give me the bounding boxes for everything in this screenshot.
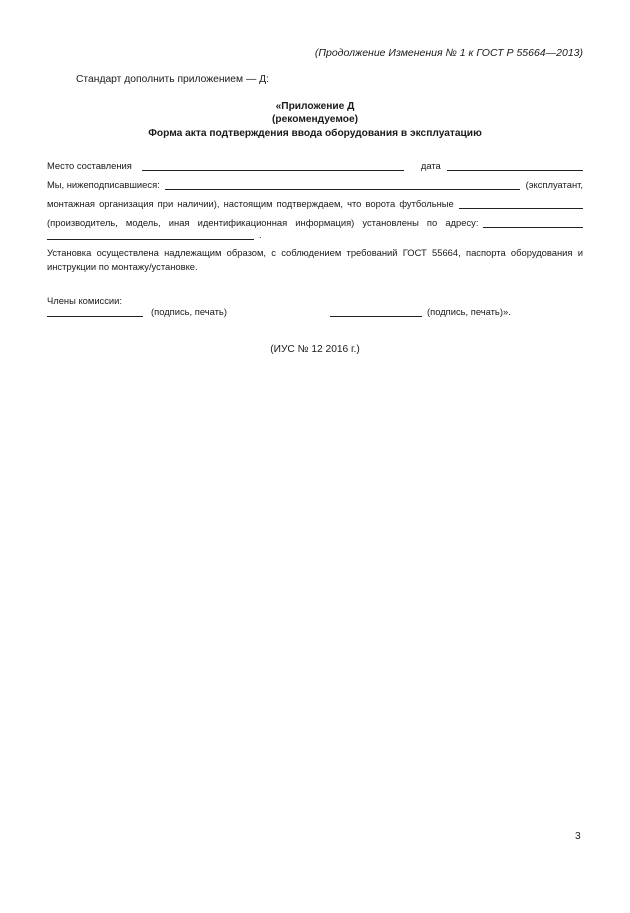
signature-line-2 [330,306,590,317]
page-number: 3 [575,831,581,842]
installation-paragraph: Установка осуществлена надлежащим образом, с соблюдением требований ГОСТ 55664, паспорта оборудования и инструкции по монтажу/установке. [47,247,583,272]
appendix-subtitle: Форма акта подтверждения ввода оборудования в эксплуатацию [148,128,482,139]
address-field-cont[interactable] [47,229,254,240]
place-label: Место составления [47,160,132,171]
appendix-status: (рекомендуемое) [271,114,359,125]
signature-caption-1: (подпись, печать) [151,306,227,317]
goals-field[interactable] [459,198,583,209]
continuation-header: (Продолжение Изменения № 1 к ГОСТ Р 55664—2013) [314,47,583,59]
date-label: дата [420,160,441,171]
signature-caption-2: (подпись, печать)». [427,306,511,317]
signature-field-1[interactable] [47,306,143,317]
signature-line-1 [47,306,297,317]
appendix-title: «Приложение Д [275,101,355,112]
signature-field-2[interactable] [330,306,422,317]
goals-text: монтажная организация при наличии), настоящим подтверждаем, что ворота футбольные [47,198,454,209]
form-line-address [47,217,583,228]
date-field[interactable] [447,160,583,171]
line-end-mark: . [259,229,262,240]
form-line-signers [47,179,583,190]
address-text: (производитель, модель, иная идентификационная информация) установлены по адресу: [47,217,479,228]
form-line-address-cont [47,229,277,240]
intro-text: Стандарт дополнить приложением — Д: [76,74,269,85]
commission-label: Члены комиссии: [47,295,123,306]
signers-label: Мы, нижеподписавшиеся: [47,179,160,190]
place-field[interactable] [142,160,404,171]
operator-note: (эксплуатант, [525,179,583,190]
form-line-place [47,160,583,171]
signers-field[interactable] [165,179,520,190]
form-line-goals [47,198,583,209]
ius-note: (ИУС № 12 2016 г.) [270,344,360,355]
address-field[interactable] [483,217,583,228]
